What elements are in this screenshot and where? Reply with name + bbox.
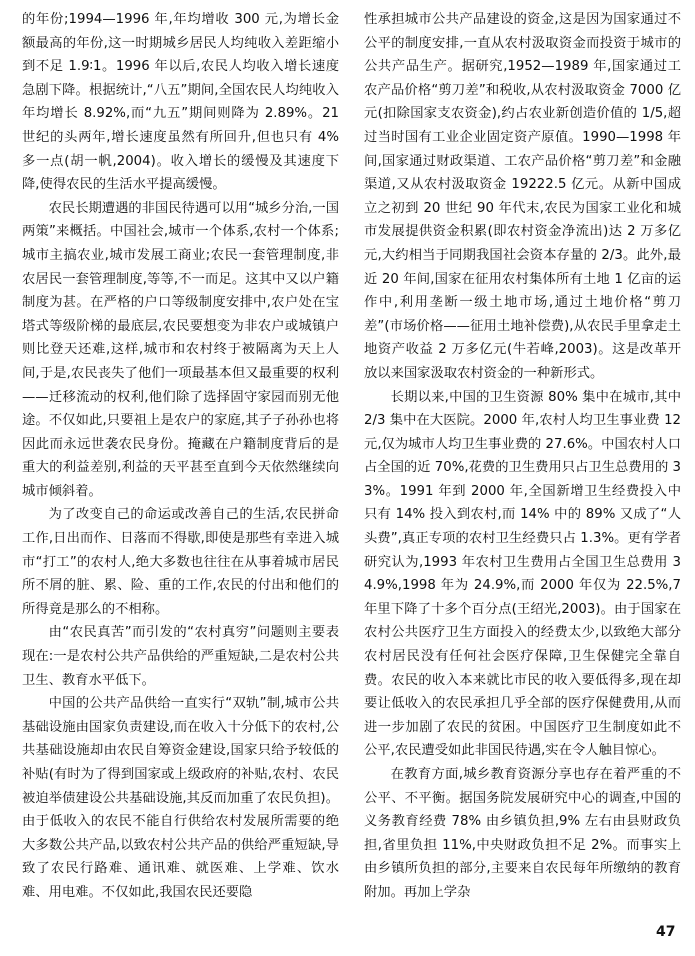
paragraph: 中国的公共产品供给一直实行“双轨”制,城市公共基础设施由国家负责建设,而在收入十分低下的农村,公共基础设施却由农民自筹资金建设,国家只给予较低的补贴(有时为了得到国家或上级政府的补贴,农村、农民被迫举债建设公共基础设施,其反而加重了农民负担)。由于低收入的农民不能自行供给农村发展所需要的绝大多数公共产品,以致农村公共产品的供给严重短缺,导致了农民行路难、通讯难、就医难、上学难、饮水难、用电难。不仅如此,我国农民还要隐 [22, 696, 339, 900]
paragraph: 在教育方面,城乡教育资源分享也存在着严重的不公平、不平衡。据国务院发展研究中心的调查,中国的义务教育经费 78% 由乡镇负担,9% 左右由县财政负担,省里负担 11%,中央财政负担不足 2%。而事实上由乡镇所负担的部分,主要来自农民每年所缴纳的教育附加。再加上学杂 [364, 767, 681, 900]
page-number: 47 [656, 924, 676, 940]
left-column [22, 8, 339, 905]
paragraph: 为了改变自己的命运或改善自己的生活,农民拼命工作,日出而作、日落而不得歇,即使是那些有幸进入城市“打工”的农村人,绝大多数也往往在从事着城市居民所不屑的脏、累、险、重的工作,农民的付出和他们的所得竟是那么的不相称。 [22, 507, 339, 617]
paragraph: 性承担城市公共产品建设的资金,这是因为国家通过不公平的制度安排,一直从农村汲取资金而投资于城市的公共产品生产。据研究,1952—1989 年,国家通过工农产品价格“剪刀差”和税收,从农村汲取资金 7000 亿元(扣除国家支农资金),约占农业新创造价值的 1/5,超过当时国有工业企业固定资产原值。1990—1998 年间,国家通过财政渠道、工农产品价格“剪刀差”和金融渠道,又从农村汲取资金 19222.5 亿元。从新中国成立之初到 20 世纪 90 年代末,农民为国家工业化和城市发展提供资金积累(即农村资金净流出)达 2 万多亿元,大约相当于同期我国社会资本存量的 2/3。此外,最近 20 年间,国家在征用农村集体所有土地 1 亿亩的运作中,利用垄断一级土地市场,通过土地价格“剪刀差”(市场价格——征用土地补偿费),从农民手里拿走土地资产收益 2 万多亿元(牛若峰,2003)。这是改革开放以来国家汲取农村资金的一种新形式。 [364, 12, 681, 381]
right-column [364, 8, 681, 905]
paragraph: 农民长期遭遇的非国民待遇可以用“城乡分治,一国两策”来概括。中国社会,城市一个体系,农村一个体系;城市主搞农业,城市发展工商业;农民一套管理制度,非农居民一套管理制度,等等,不一而足。这其中又以户籍制度为甚。在严格的户口等级制度安排中,农户处在宝塔式等级阶梯的最底层,农民要想变为非农户或城镇户则比登天还难,这样,城市和农村终于被隔离为天上人间,于是,农民丧失了他们一项最基本但又最重要的权利——迁移流动的权利,他们除了选择固守家园而别无他途。不仅如此,只要祖上是农户的家庭,其子子孙孙也将因此而永远世袭农民身份。掩藏在户籍制度背后的是重大的利益差别,利益的天平甚至直到今天依然继续向城市倾斜着。 [22, 200, 339, 499]
paragraph: 由“农民真苦”而引发的“农村真穷”问题则主要表现在:一是农村公共产品供给的严重短缺,二是农村公共卫生、教育水平低下。 [22, 625, 339, 688]
paragraph: 的年份;1994—1996 年,年均增收 300 元,为增长金额最高的年份,这一时期城乡居民人均纯收入差距缩小到不足 1.9∶1。1996 年以后,农民人均收入增长速度急剧下降。根据统计,“八五”期间,全国农民人均纯收入年均增长 8.92%,而“九五”期间则降为 2.89%。21 世纪的头两年,增长速度虽然有所回升,但也只有 4% 多一点(胡一帆,2004)。收入增长的缓慢及其速度下降,使得农民的生活水平提高缓慢。 [22, 12, 339, 193]
paragraph: 长期以来,中国的卫生资源 80% 集中在城市,其中 2/3 集中在大医院。2000 年,农村人均卫生事业费 12 元,仅为城市人均卫生事业费的 27.6%。中国农村人口占全国的近 70%,花费的卫生费用只占卫生总费用的 33%。1991 年到 2000 年,全国新增卫生经费投入中只有 14% 投入到农村,而 14% 中的 89% 又成了“人头费”,真正专项的农村卫生经费只占 1.3%。更有学者研究认为,1993 年农村卫生费用占全国卫生总费用 34.9%,1998 年为 24.9%,而 2000 年仅为 22.5%,7 年里下降了十多个百分点(王绍光,2003)。由于国家在农村公共医疗卫生方面投入的经费太少,以致绝大部分农村居民没有任何社会医疗保障,卫生保健完全靠自费。农民的收入本来就比市民的收入要低得多,现在却要让低收入的农民承担几乎全部的医疗保健费用,从而进一步加剧了农民的贫困。中国医疗卫生制度如此不公平,农民遭受如此非国民待遇,实在令人触目惊心。 [364, 389, 681, 759]
